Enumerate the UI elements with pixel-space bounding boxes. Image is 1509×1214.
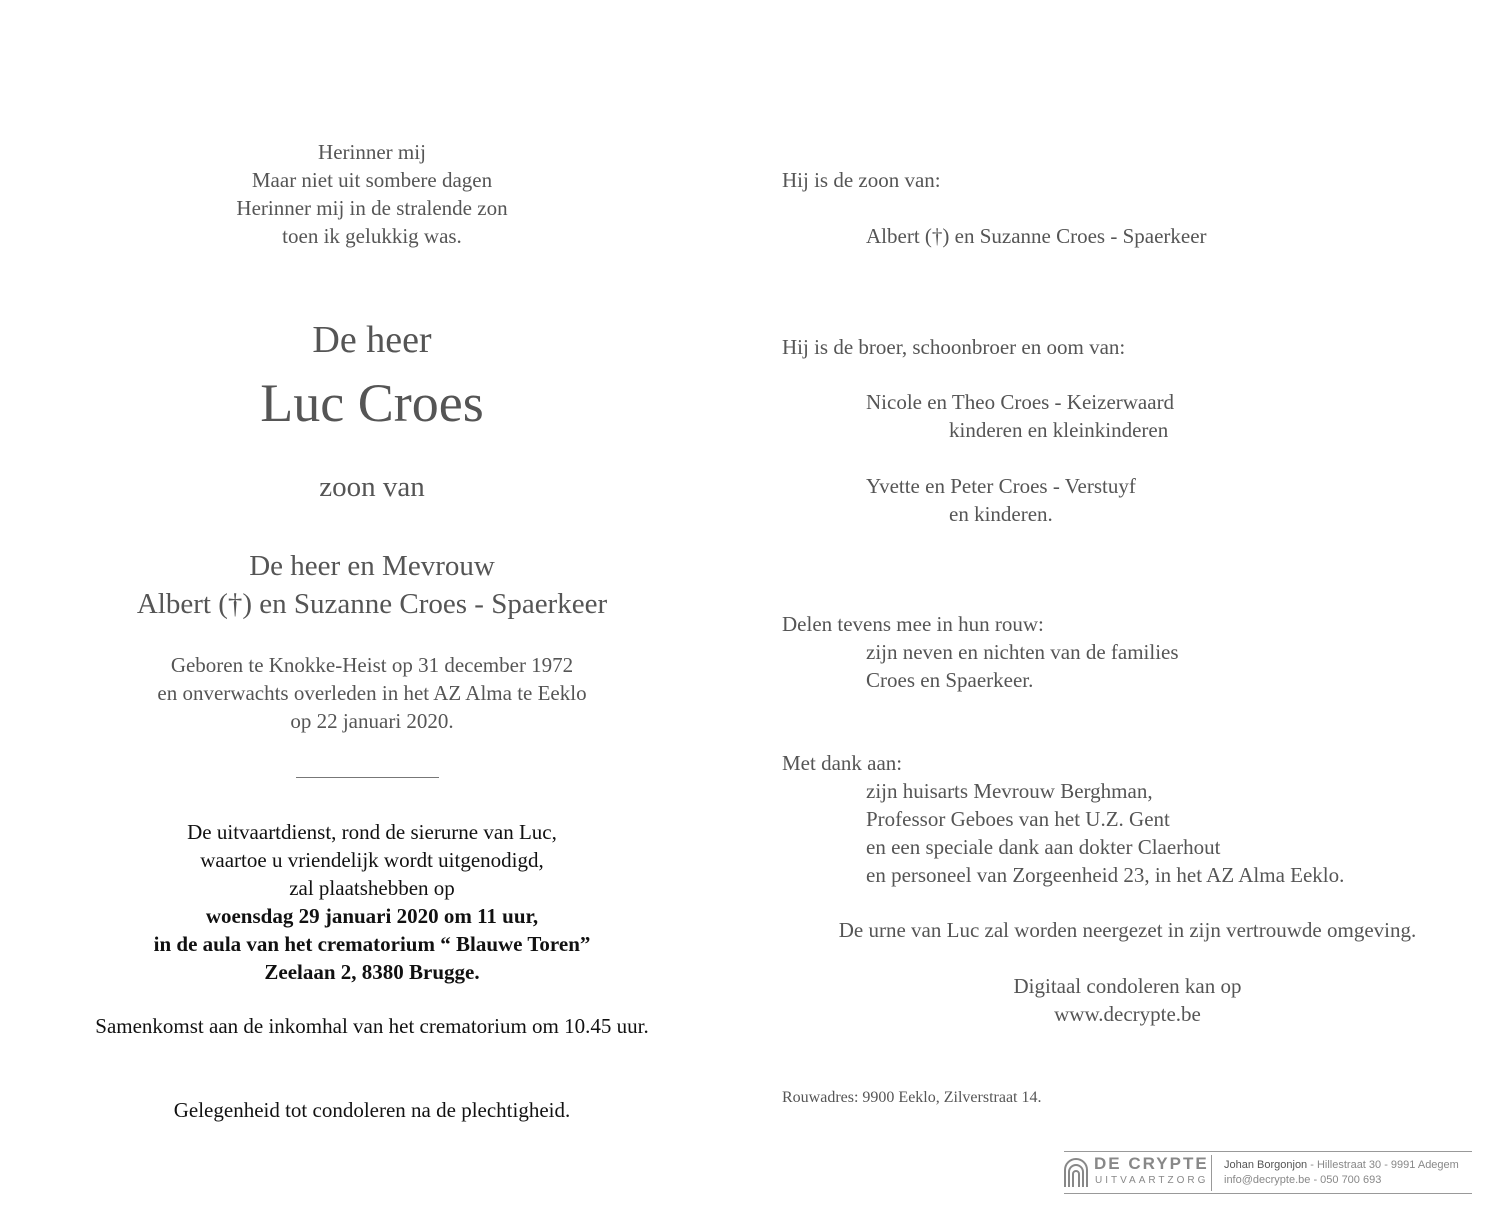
poem-line: toen ik gelukkig was. xyxy=(282,224,462,248)
birth-death-line: en onverwachts overleden in het AZ Alma te Eeklo xyxy=(157,681,587,705)
divider xyxy=(296,777,439,778)
grief-line: Croes en Spaerkeer. xyxy=(866,668,1034,692)
gathering-note: Samenkomst aan de inkomhal van het crematorium om 10.45 uur. xyxy=(95,1014,649,1038)
parents-line: De heer en Mevrouw xyxy=(249,550,495,582)
poem-line: Maar niet uit sombere dagen xyxy=(251,168,493,192)
contact-address: - Hillestraat 30 - 9991 Adegem xyxy=(1307,1159,1459,1171)
online-condolence-link[interactable]: www.decrypte.be xyxy=(1054,1002,1201,1026)
footer-rule-top xyxy=(1064,1151,1472,1152)
service-line: waartoe u vriendelijk wordt uitgenodigd, xyxy=(200,848,544,872)
son-of-label: zoon van xyxy=(319,471,425,503)
online-condolence-label: Digitaal condoleren kan op xyxy=(1013,974,1242,998)
sibling-line: Yvette en Peter Croes - Verstuyf xyxy=(866,474,1136,498)
footer-separator xyxy=(1211,1155,1212,1191)
service-line: zal plaatshebben op xyxy=(289,876,455,900)
grief-heading: Delen tevens mee in hun rouw: xyxy=(782,612,1044,636)
parents-line: Albert (†) en Suzanne Croes - Spaerkeer xyxy=(136,588,608,620)
service-block xyxy=(40,818,704,986)
thanks-line: en personeel van Zorgeenheid 23, in het AZ Alma Eeklo. xyxy=(866,863,1345,887)
urn-note: De urne van Luc zal worden neergezet in zijn vertrouwde omgeving. xyxy=(838,918,1417,942)
crypt-arch-icon xyxy=(1064,1158,1088,1188)
poem xyxy=(40,138,704,250)
sibling-heading: Hij is de broer, schoonbroer en oom van: xyxy=(782,335,1126,359)
logo-name: DE CRYPTE xyxy=(1094,1154,1209,1173)
son-of-heading: Hij is de zoon van: xyxy=(782,168,941,192)
poem-line: Herinner mij in de stralende zon xyxy=(236,196,508,220)
service-location: in de aula van het crematorium “ Blauwe Toren” xyxy=(153,932,591,956)
poem-line: Herinner mij xyxy=(318,140,426,164)
thanks-line: en een speciale dank aan dokter Claerhout xyxy=(866,835,1221,859)
contact-line-1 xyxy=(1224,1158,1459,1172)
contact-name: Johan Borgonjon xyxy=(1224,1159,1308,1171)
mourning-address: Rouwadres: 9900 Eeklo, Zilverstraat 14. xyxy=(782,1089,1042,1106)
birth-death-line: Geboren te Knokke-Heist op 31 december 1972 xyxy=(170,653,574,677)
contact-line-2: info@decrypte.be - 050 700 693 xyxy=(1224,1174,1382,1186)
thanks-line: Professor Geboes van het U.Z. Gent xyxy=(866,807,1170,831)
thanks-line: zijn huisarts Mevrouw Berghman, xyxy=(866,779,1153,803)
service-line: De uitvaartdienst, rond de sierurne van Luc, xyxy=(187,820,557,844)
logo-subtitle: UITVAARTZORG xyxy=(1095,1175,1209,1186)
title-prefix: De heer xyxy=(312,319,432,361)
parents-line: Albert (†) en Suzanne Croes - Spaerkeer xyxy=(866,224,1207,248)
sibling-sub-line: en kinderen. xyxy=(949,502,1053,526)
thanks-heading: Met dank aan: xyxy=(782,751,903,775)
service-date: woensdag 29 januari 2020 om 11 uur, xyxy=(205,904,539,928)
birth-death-line: op 22 januari 2020. xyxy=(290,709,454,733)
service-address: Zeelaan 2, 8380 Brugge. xyxy=(264,960,480,984)
birth-death-block xyxy=(40,651,704,735)
condolence-note: Gelegenheid tot condoleren na de plechtigheid. xyxy=(173,1098,571,1122)
grief-line: zijn neven en nichten van de families xyxy=(866,640,1179,664)
parents-block xyxy=(40,547,704,623)
deceased-name: Luc Croes xyxy=(260,373,484,433)
footer-rule-bottom xyxy=(1064,1193,1472,1194)
sibling-sub-line: kinderen en kleinkinderen xyxy=(949,418,1169,442)
sibling-line: Nicole en Theo Croes - Keizerwaard xyxy=(866,390,1175,414)
